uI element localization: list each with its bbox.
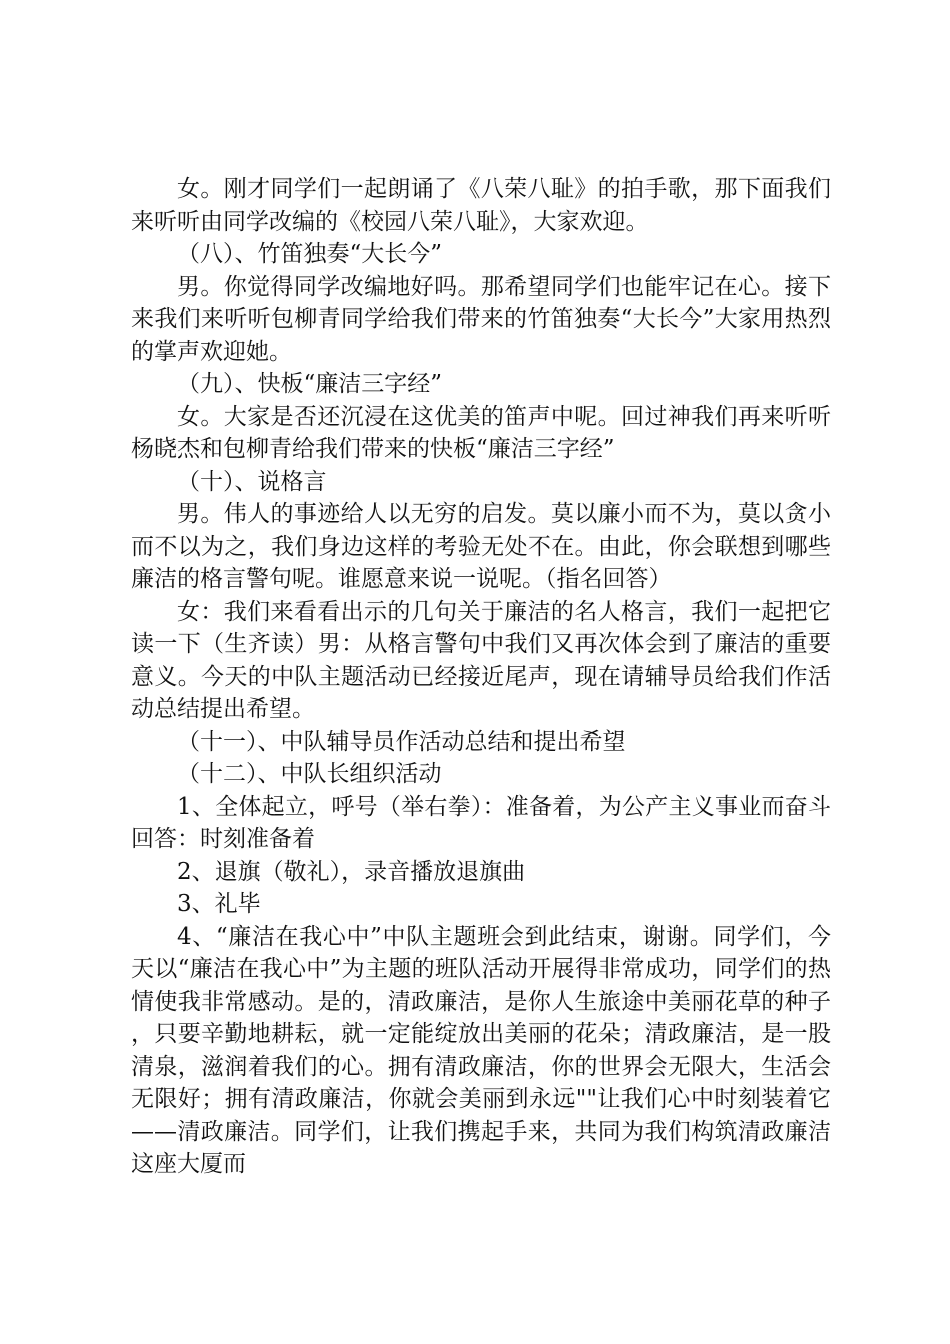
- paragraph-male-host-flute: 男。你觉得同学改编地好吗。那希望同学们也能牢记在心。接下来我们来听听包柳青同学给我们带来的竹笛独奏“大长今”大家用热烈的掌声欢迎她。: [131, 273, 831, 365]
- section-heading-10: （十）、说格言: [177, 468, 327, 495]
- section-heading-9: （九）、快板“廉洁三字经”: [177, 371, 443, 397]
- section-heading-11: （十一）、中队辅导员作活动总结和提出希望: [177, 728, 626, 755]
- paragraph-female-host-intro: 女。刚才同学们一起朗诵了《八荣八耻》的拍手歌，那下面我们来听听由同学改编的《校园八荣八耻》，大家欢迎。: [131, 176, 831, 235]
- paragraph-female-host-reading: 女：我们来看看出示的几句关于廉洁的名人格言，我们一起把它读一下（生齐读）男：从格言警句中我们又再次体会到了廉洁的重要意义。今天的中队主题活动已经接近尾声，现在请辅导员给我们作活动总结提出希望。: [131, 598, 831, 722]
- paragraph-male-host-maxims: 男。伟人的事迹给人以无穷的启发。莫以廉小而不为，莫以贪小而不以为之，我们身边这样的考验无处不在。由此，你会联想到哪些廉洁的格言警句呢。谁愿意来说一说呢。（指名回答）: [131, 501, 831, 592]
- section-heading-8: （八）、竹笛独奏“大长今”: [177, 241, 443, 267]
- list-item-2: 2、退旗（敬礼），录音播放退旗曲: [177, 858, 526, 885]
- list-item-1: 1、全体起立，呼号（举右拳）：准备着，为公产主义事业而奋斗回答：时刻准备着: [131, 793, 831, 852]
- document-body: [131, 173, 831, 1181]
- list-item-4-closing: 4、“廉洁在我心中”中队主题班会到此结束，谢谢。同学们，今天以“廉洁在我心中”为主题的班队活动开展得非常成功，同学们的热情使我非常感动。是的，清政廉洁，是你人生旅途中美丽花草的种子，只要辛勤地耕耘，就一定能绽放出美丽的花朵；清政廉洁，是一股清泉，滋润着我们的心。拥有清政廉洁，你的世界会无限大，生活会无限好；拥有清政廉洁，你就会美丽到永远""让我们心中时刻装着它——清政廉洁。同学们，让我们携起手来，共同为我们构筑清政廉洁这座大厦而: [131, 923, 831, 1177]
- paragraph-female-host-kuaiban: 女。大家是否还沉浸在这优美的笛声中呢。回过神我们再来听听杨晓杰和包柳青给我们带来的快板“廉洁三字经”: [131, 403, 831, 462]
- list-item-3: 3、礼毕: [177, 891, 261, 917]
- section-heading-12: （十二）、中队长组织活动: [177, 761, 442, 787]
